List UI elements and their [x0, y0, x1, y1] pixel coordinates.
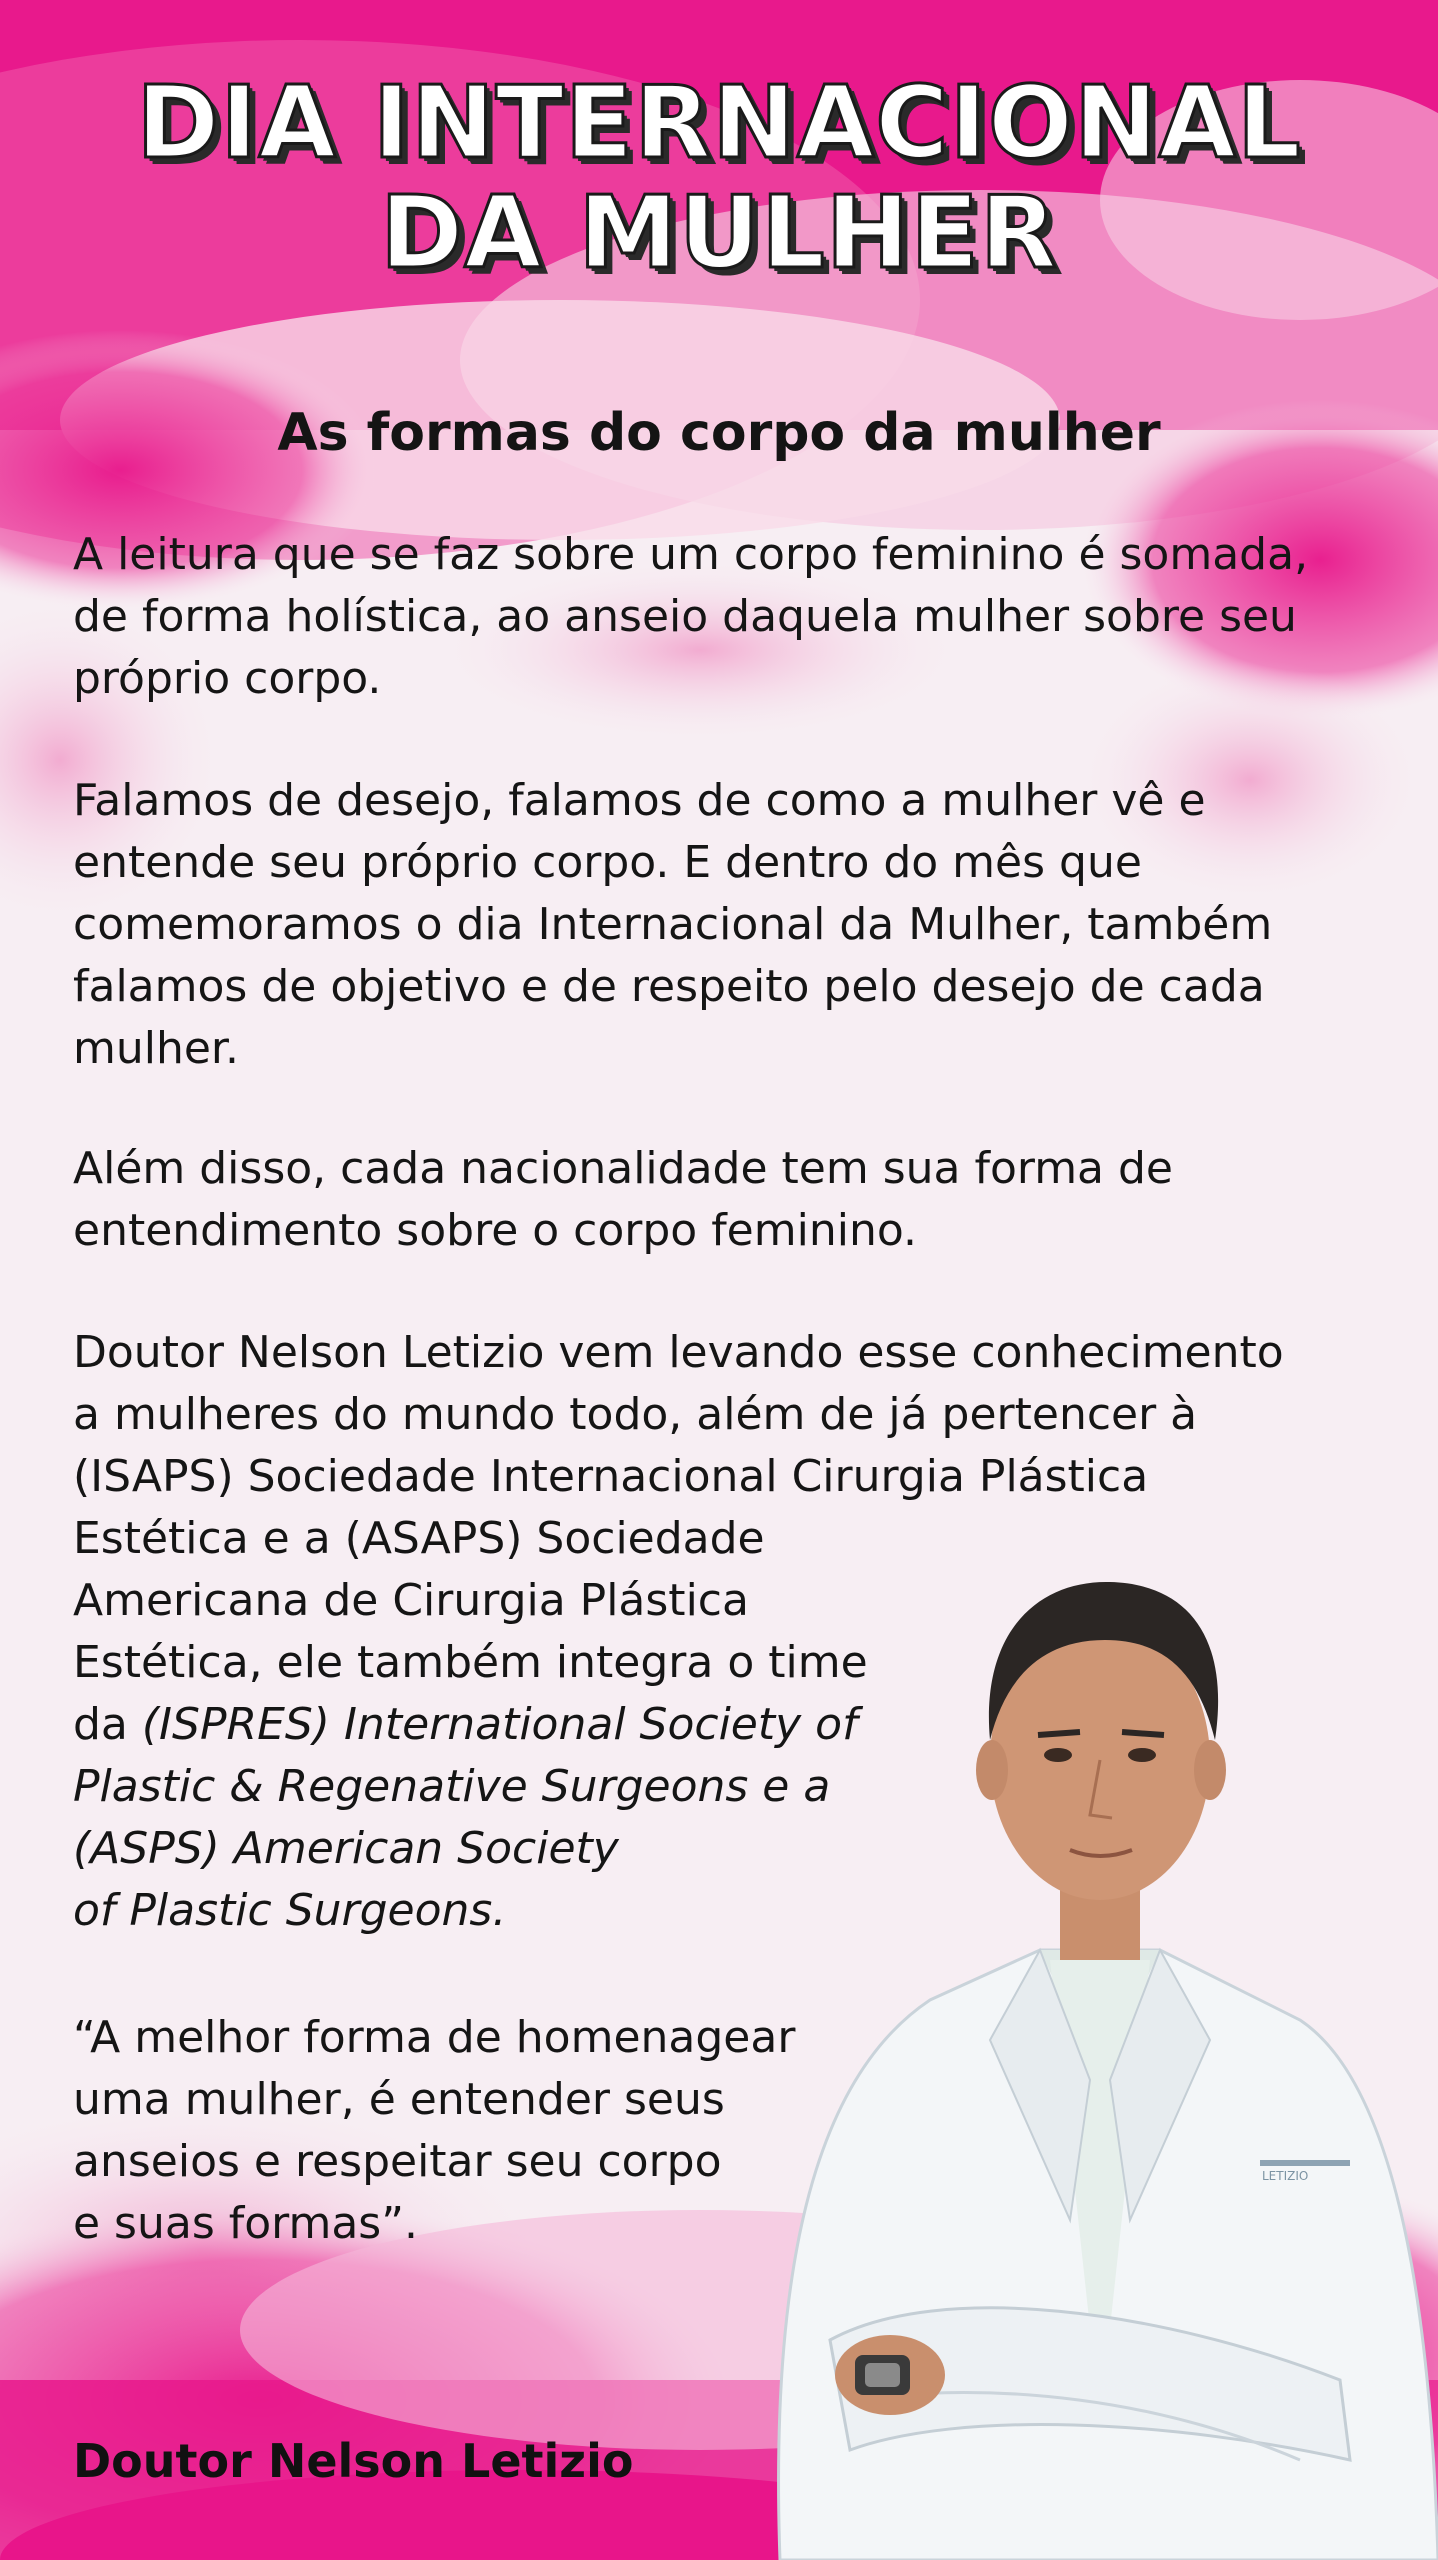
- text-line: Estética, ele também integra o time: [73, 1637, 868, 1688]
- text-line: a mulheres do mundo todo, além de já pertencer à: [73, 1389, 1198, 1440]
- text-line-italic: (ASPS) American Society: [73, 1823, 619, 1874]
- text-line: de forma holística, ao anseio daquela mulher sobre seu: [73, 591, 1297, 642]
- page-title: [0, 64, 1438, 291]
- text-line: Falamos de desejo, falamos de como a mulher vê e: [73, 775, 1206, 826]
- footer-signature: Doutor Nelson Letizio: [73, 2434, 634, 2488]
- text-line: (ISAPS) Sociedade Internacional Cirurgia Plástica: [73, 1451, 1149, 1502]
- text-line: anseios e respeitar seu corpo: [73, 2136, 722, 2187]
- text-prefix: da: [73, 1699, 142, 1750]
- text-line: Estética e a (ASAPS) Sociedade: [73, 1513, 765, 1564]
- text-line: Além disso, cada nacionalidade tem sua forma de: [73, 1143, 1173, 1194]
- text-line: entende seu próprio corpo. E dentro do mês que: [73, 837, 1142, 888]
- text-line-italic: of Plastic Surgeons.: [73, 1885, 507, 1936]
- text-line: “A melhor forma de homenagear: [73, 2012, 796, 2063]
- text-line: A leitura que se faz sobre um corpo feminino é somada,: [73, 529, 1309, 580]
- subtitle: As formas do corpo da mulher: [277, 403, 1161, 463]
- title-line-1: DIA INTERNACIONAL: [136, 64, 1302, 181]
- text-italic: (ISPRES) International Society of: [141, 1699, 858, 1750]
- text-line: mulher.: [73, 1023, 239, 1074]
- paragraph-desire: [73, 770, 1272, 1080]
- quote: [73, 2007, 795, 2255]
- text-line: e suas formas”.: [73, 2198, 418, 2249]
- paragraph-intro: [73, 524, 1308, 710]
- text-line: próprio corpo.: [73, 653, 382, 704]
- doctor-portrait-image: [740, 1520, 1438, 2560]
- text-line: Americana de Cirurgia Plástica: [73, 1575, 749, 1626]
- text-line: entendimento sobre o corpo feminino.: [73, 1205, 917, 1256]
- text-line: uma mulher, é entender seus: [73, 2074, 725, 2125]
- text-line: Doutor Nelson Letizio vem levando esse conhecimento: [73, 1327, 1284, 1378]
- title-line-2: DA MULHER: [380, 174, 1058, 291]
- text-line: comemoramos o dia Internacional da Mulher, também: [73, 899, 1273, 950]
- text-line: falamos de objetivo e de respeito pelo desejo de cada: [73, 961, 1265, 1012]
- text-line-italic: Plastic & Regenative Surgeons e a: [73, 1761, 831, 1812]
- paragraph-nationality: [73, 1138, 1173, 1262]
- svg-text:LETIZIO: LETIZIO: [1262, 2169, 1309, 2183]
